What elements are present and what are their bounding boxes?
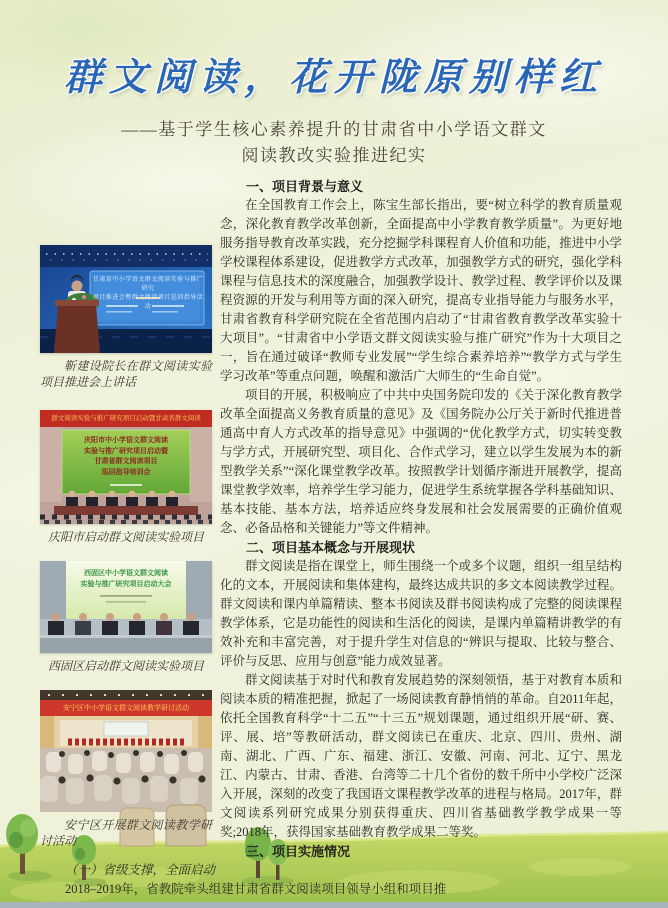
paragraph: 项目的开展，积极响应了中共中央国务院印发的《关于深化教育教学改革全面提高义务教育质量的意见》及《国务院办公厅关于新时代推进普通高中育人方式改革的指导意见》中强调的“优化教学方式，切实转变教与学方式，开展研究型、项目化、合作式学习，建立以学生发展为本的新型教学关系”“深化课堂教学改革。按照教学计划循序渐进开展教学，提高课堂教学效率，培养学生学习能力，促进学生系统掌握各学科基础知识、基本技能、基本方法，培养适应终身发展和社会发展需要的正确价值观念、必备品格和关键能力”等文件精神。	[220, 388, 622, 535]
photo-qingyang-launch	[40, 410, 212, 545]
photo-qingyang-image	[40, 410, 212, 524]
sub-section-heading: （一）省级支撑，全面启动	[65, 863, 216, 877]
screen-text-line: 巡回指导培训会	[101, 468, 151, 476]
photo-jin-speech	[40, 245, 212, 390]
screen-text-line: 甘肃省中小学语文群文阅读实验与推广研究	[92, 277, 204, 292]
section-heading-2: 二、项目基本概念与开展现状	[246, 540, 416, 555]
paragraph: 2018–2019年，省教院牵头组建甘肃省群文阅读项目领导小组和项目推	[65, 882, 447, 896]
photo-jin-speech-image	[40, 245, 212, 353]
photo-anning-seminar	[40, 690, 212, 849]
subtitle-line-2: 阅读教改实验推进纪实	[241, 146, 427, 165]
photo-xigu-launch	[40, 561, 212, 674]
paragraph: 群文阅读是指在课堂上，师生围绕一个或多个议题，组织一组呈结构化的文本，开展阅读和集体建构，最终达成共识的多文本阅读教学过程。群文阅读和课内单篇精读、整本书阅读及群书阅读构成了完整的阅读课程教学体系，它是功能性的阅读和生活化的阅读，是课内单篇精讲教学的有效补充和丰富完善，对于提升学生对信息的“辨识与提取、比较与整合、评价与反思、应用与创意”能力成效显著。	[220, 559, 622, 668]
section-heading-3: 三、项目实施情况	[246, 844, 351, 859]
screen-text-line: 西固区中小学语文群文阅读	[84, 570, 168, 577]
photo-caption: 西固区启动群文阅读实验项目	[47, 659, 204, 673]
section-heading-1: 一、项目背景与意义	[246, 179, 364, 194]
paragraph: 在全国教育工作会上，陈宝生部长指出，要“树立科学的教育质量观念，深化教育教学改革创新，全面提高中小学教育教学质量”。为更好地服务指导教育改革实践，充分挖掘学科课程育人价值和功能，推进中小学学校课程体系建设，促进教学方式改革，加强教学方式的研究，强化学科课程与信息技术的深度融合，加强教学设计、教学过程、教学评价以及课程资源的开发与利用等方面的深入研究，提高专业指导能力与服务水平，甘肃省教育科学研究院在全省范围内启动了“甘肃省教育教学改革实验十大项目”。“甘肃省中小学语文群文阅读实验与推广研究”作为十大项目之一，旨在通过破译“教师专业发展”“学生综合素养培养”“教学方式与学生学习改革”等重点问题，唤醒和激活广大师生的“生命自觉”。	[220, 198, 622, 383]
article-subtitle	[0, 117, 668, 169]
screen-text-line: 庆阳市中小学语文群文阅读	[84, 437, 168, 444]
photo-column	[40, 245, 220, 849]
photo-caption: 靳建设院长在群文阅读实验项目推进会上讲话	[40, 359, 212, 389]
paragraph: 群文阅读基于对时代和教育发展趋势的深刻领悟，基于对教育本质和阅读本质的精准把握，掀起了一场阅读教育静悄悄的革命。自2011年起，依托全国教育科学“十二五”“十三五”规划课题，通过组织开展“研、赛、评、展、培”等教研活动，群文阅读已在重庆、北京、四川、贵州、湖南、湖北、广西、广东、福建、浙江、安徽、河南、河北、辽宁、黑龙江、内蒙古、甘肃、香港、台湾等二十几个省份的数千所中小学校广泛深入开展，深刻的改变了我国语文课程教学改革的进程与格局。2017年，群文阅读系列研究成果分别获得重庆、四川省基础教学教学成果一等奖;2018年，获得国家基础教育教学成果二等奖。	[220, 673, 622, 839]
photo-xigu-image	[40, 561, 212, 653]
subtitle-line-1: ——基于学生核心素养提升的甘肃省中小学语文群文	[121, 120, 547, 139]
photo-caption: 庆阳市启动群文阅读实验项目	[47, 530, 204, 544]
article-header	[0, 0, 668, 169]
screen-text-line: 实验与推广研究项目启动大会	[80, 581, 172, 588]
screen-text-line: 甘肃省群文阅读项目	[94, 458, 158, 465]
screen-text-line: 实验与推广研究项目启动暨	[84, 447, 168, 455]
screen-text-line: 项目推进会暨群文阅读项目巡回指导活动	[92, 295, 204, 310]
photo-anning-image	[40, 690, 212, 812]
photo2-banner-text: 群文阅读实验与推广研究项目启动暨甘肃省群文阅读	[51, 415, 201, 422]
window-bottom-edge	[0, 902, 668, 908]
article-body	[40, 177, 622, 899]
photo4-banner-text: 安宁区中小学语文群文阅读教学研讨活动	[63, 705, 189, 712]
article-title: 群文阅读，花开陇原别样红	[63, 57, 604, 99]
photo-caption: 安宁区开展群文阅读教学研讨活动	[40, 818, 212, 848]
